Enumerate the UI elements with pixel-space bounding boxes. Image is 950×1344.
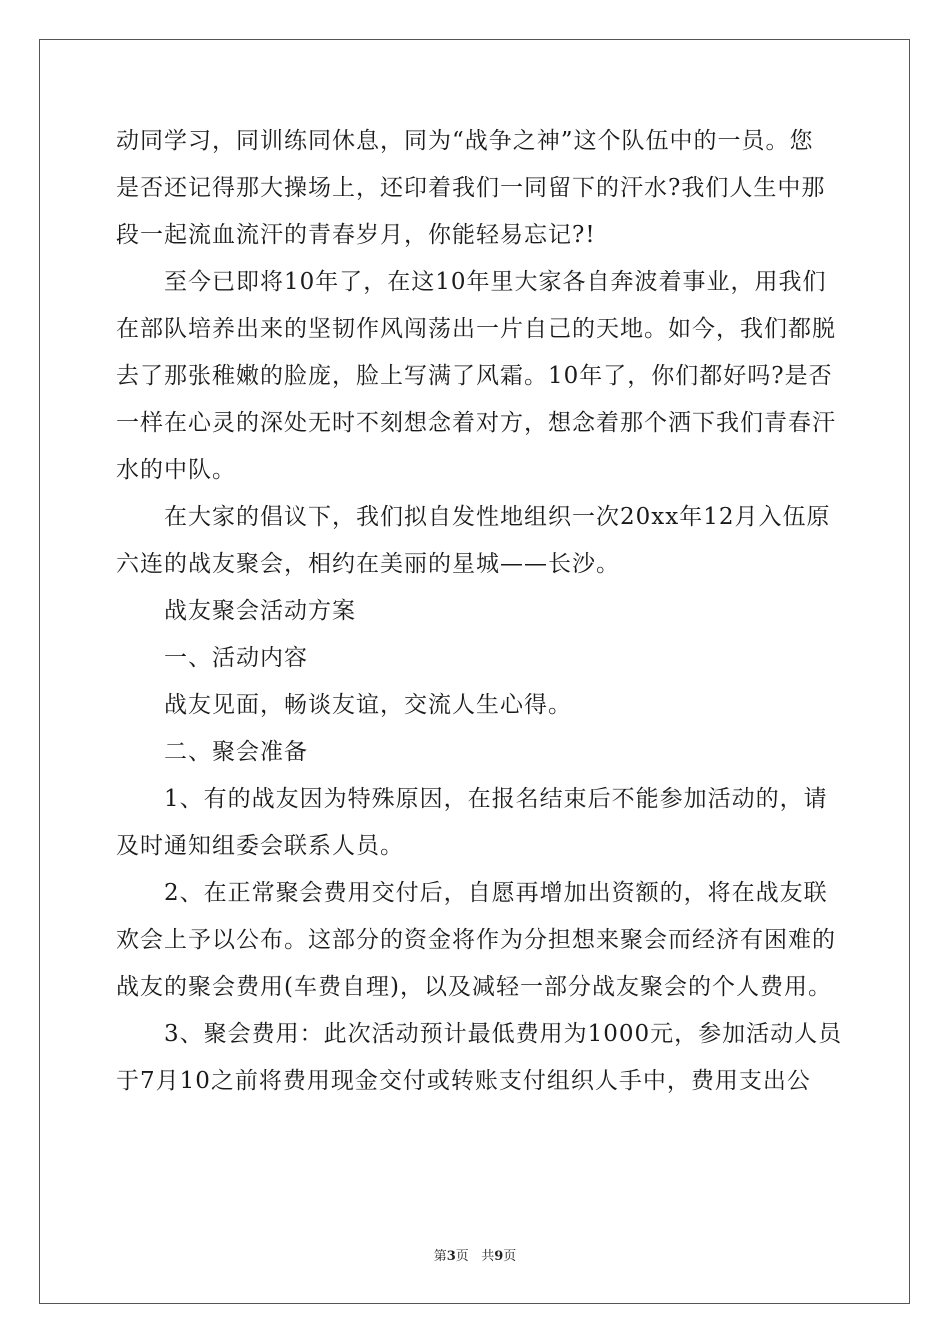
paragraph-line: 2、在正常聚会费用交付后，自愿再增加出资额的，将在战友联: [164, 880, 828, 906]
paragraph-line: 段一起流血流汗的青春岁月，你能轻易忘记?!: [116, 222, 596, 248]
paragraph-line: 六连的战友聚会，相约在美丽的星城——长沙。: [116, 551, 620, 577]
page-footer: [0, 1245, 950, 1264]
paragraph-line: 及时通知组委会联系人员。: [116, 833, 404, 859]
paragraph-line: 在大家的倡议下，我们拟自发性地组织一次20xx年12月入伍原: [164, 504, 831, 530]
paragraph-line: 动同学习，同训练同休息，同为“战争之神”这个队伍中的一员。您: [116, 128, 814, 154]
paragraph-line: 于7月10之前将费用现金交付或转账支付组织人手中，费用支出公: [116, 1068, 811, 1094]
paragraph-line: 一样在心灵的深处无时不刻想念着对方，想念着那个洒下我们青春汗: [116, 410, 836, 436]
paragraph-line: 1、有的战友因为特殊原因，在报名结束后不能参加活动的，请: [164, 786, 828, 812]
page-suffix: 页: [455, 1249, 469, 1264]
paragraph-line: 至今已即将10年了，在这10年里大家各自奔波着事业，用我们: [164, 269, 827, 295]
total-page-number: 9: [494, 1249, 504, 1264]
paragraph-line: 战友见面，畅谈友谊，交流人生心得。: [164, 692, 572, 718]
paragraph-line: 欢会上予以公布。这部分的资金将作为分担想来聚会而经济有困难的: [116, 927, 836, 953]
section-title: 战友聚会活动方案: [164, 598, 356, 624]
section-heading: 二、聚会准备: [164, 739, 308, 765]
current-page-number: 3: [446, 1249, 456, 1264]
section-heading: 一、活动内容: [164, 645, 308, 671]
paragraph-line: 水的中队。: [116, 457, 236, 483]
total-prefix: 共: [481, 1249, 495, 1264]
paragraph-line: 在部队培养出来的坚韧作风闯荡出一片自己的天地。如今，我们都脱: [116, 316, 836, 342]
total-suffix: 页: [503, 1249, 517, 1264]
paragraph-line: 战友的聚会费用(车费自理)，以及减轻一部分战友聚会的个人费用。: [116, 974, 832, 1000]
paragraph-line: 是否还记得那大操场上，还印着我们一同留下的汗水?我们人生中那: [116, 175, 826, 201]
paragraph-line: 3、聚会费用：此次活动预计最低费用为1000元，参加活动人员: [164, 1021, 843, 1047]
paragraph-line: 去了那张稚嫩的脸庞，脸上写满了风霜。10年了，你们都好吗?是否: [116, 363, 833, 389]
page-prefix: 第: [433, 1249, 447, 1264]
